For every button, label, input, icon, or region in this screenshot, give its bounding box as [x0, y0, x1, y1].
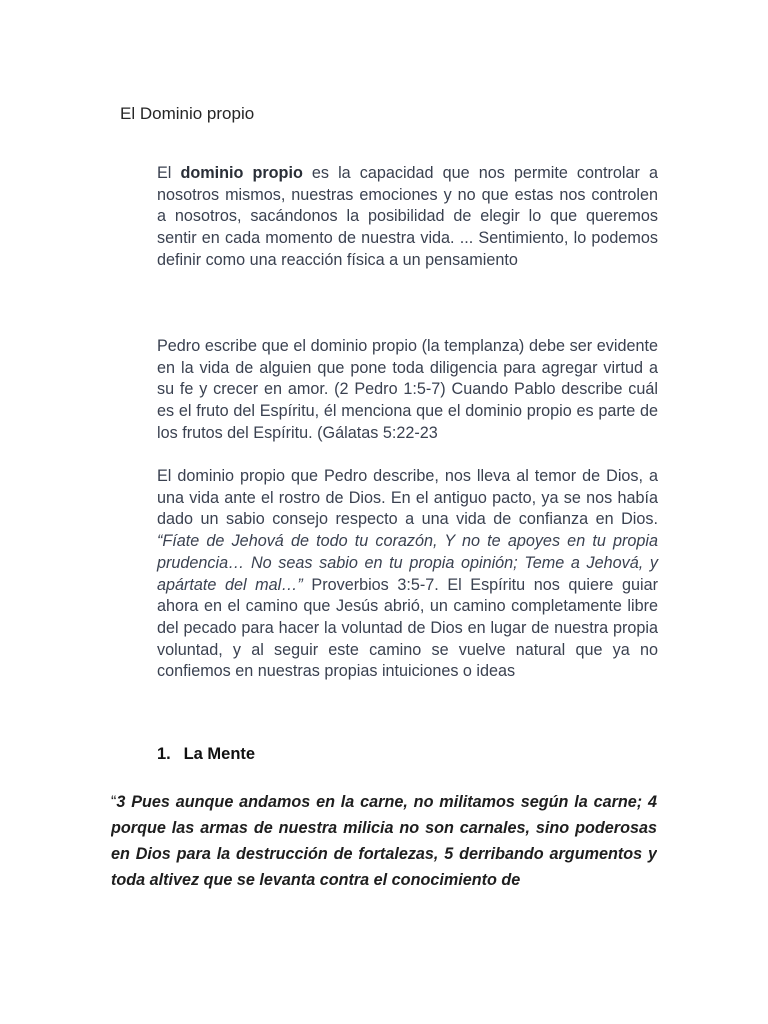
section-title: La Mente — [183, 745, 256, 763]
paragraph-lead: El — [157, 164, 181, 182]
bible-quote-text: 3 Pues aunque andamos en la carne, no militamos según la carne; 4 porque las armas de nuestra milicia no son carnales, sino poderosas en Dios para la destrucción de fortalezas, 5 derribando argumentos y toda altivez que se levanta contra el conocimiento de — [111, 793, 657, 889]
bible-quote — [111, 789, 657, 893]
paragraph-rest: Proverbios 3:5-7. El Espíritu nos quiere guiar ahora en el camino que Jesús abrió, un camino completamente libre del pecado para hacer la voluntad de Dios en lugar de nuestra propia voluntad, y al seguir este camino se vuelve natural que ya no confiemos en nuestras propias intuiciones o ideas — [157, 575, 658, 681]
section-heading-la-mente — [157, 745, 255, 764]
section-number: 1. — [157, 745, 171, 763]
paragraph-body: es la capacidad que nos permite controlar a nosotros mismos, nuestras emociones y no que estas nos controlen a nosotros, sacándonos la posibilidad de elegir lo que queremos sentir en cada momento de nuestra vida. ... Sentimiento, lo podemos definir como una reacción física a un pensamiento — [157, 164, 658, 269]
document-title: El Dominio propio — [120, 104, 255, 123]
paragraph-definition — [157, 163, 658, 272]
opening-quote-mark: “ — [111, 793, 117, 811]
scripture-quote: “Fíate de Jehová de todo tu corazón, Y no te apoyes en tu propia prudencia… No seas sabio en tu propia opinión; Teme a Jehová, y apártate del mal…” — [157, 532, 658, 594]
paragraph-pedro: Pedro escribe que el dominio propio (la templanza) debe ser evidente en la vida de alguien que pone toda diligencia para agregar virtud a su fe y crecer en amor. (2 Pedro 1:5-7) Cuando Pablo describe cuál es el fruto del Espíritu, él menciona que el dominio propio es parte de los frutos del Espíritu. (Gálatas 5:22-23 — [157, 337, 658, 442]
paragraph-temor-de-dios — [157, 466, 658, 683]
bold-term: dominio propio — [180, 164, 303, 182]
paragraph-intro: El dominio propio que Pedro describe, nos lleva al temor de Dios, a una vida ante el rostro de Dios. En el antiguo pacto, ya se nos había dado un sabio consejo respecto a una vida de confianza en Dios. — [157, 467, 658, 529]
